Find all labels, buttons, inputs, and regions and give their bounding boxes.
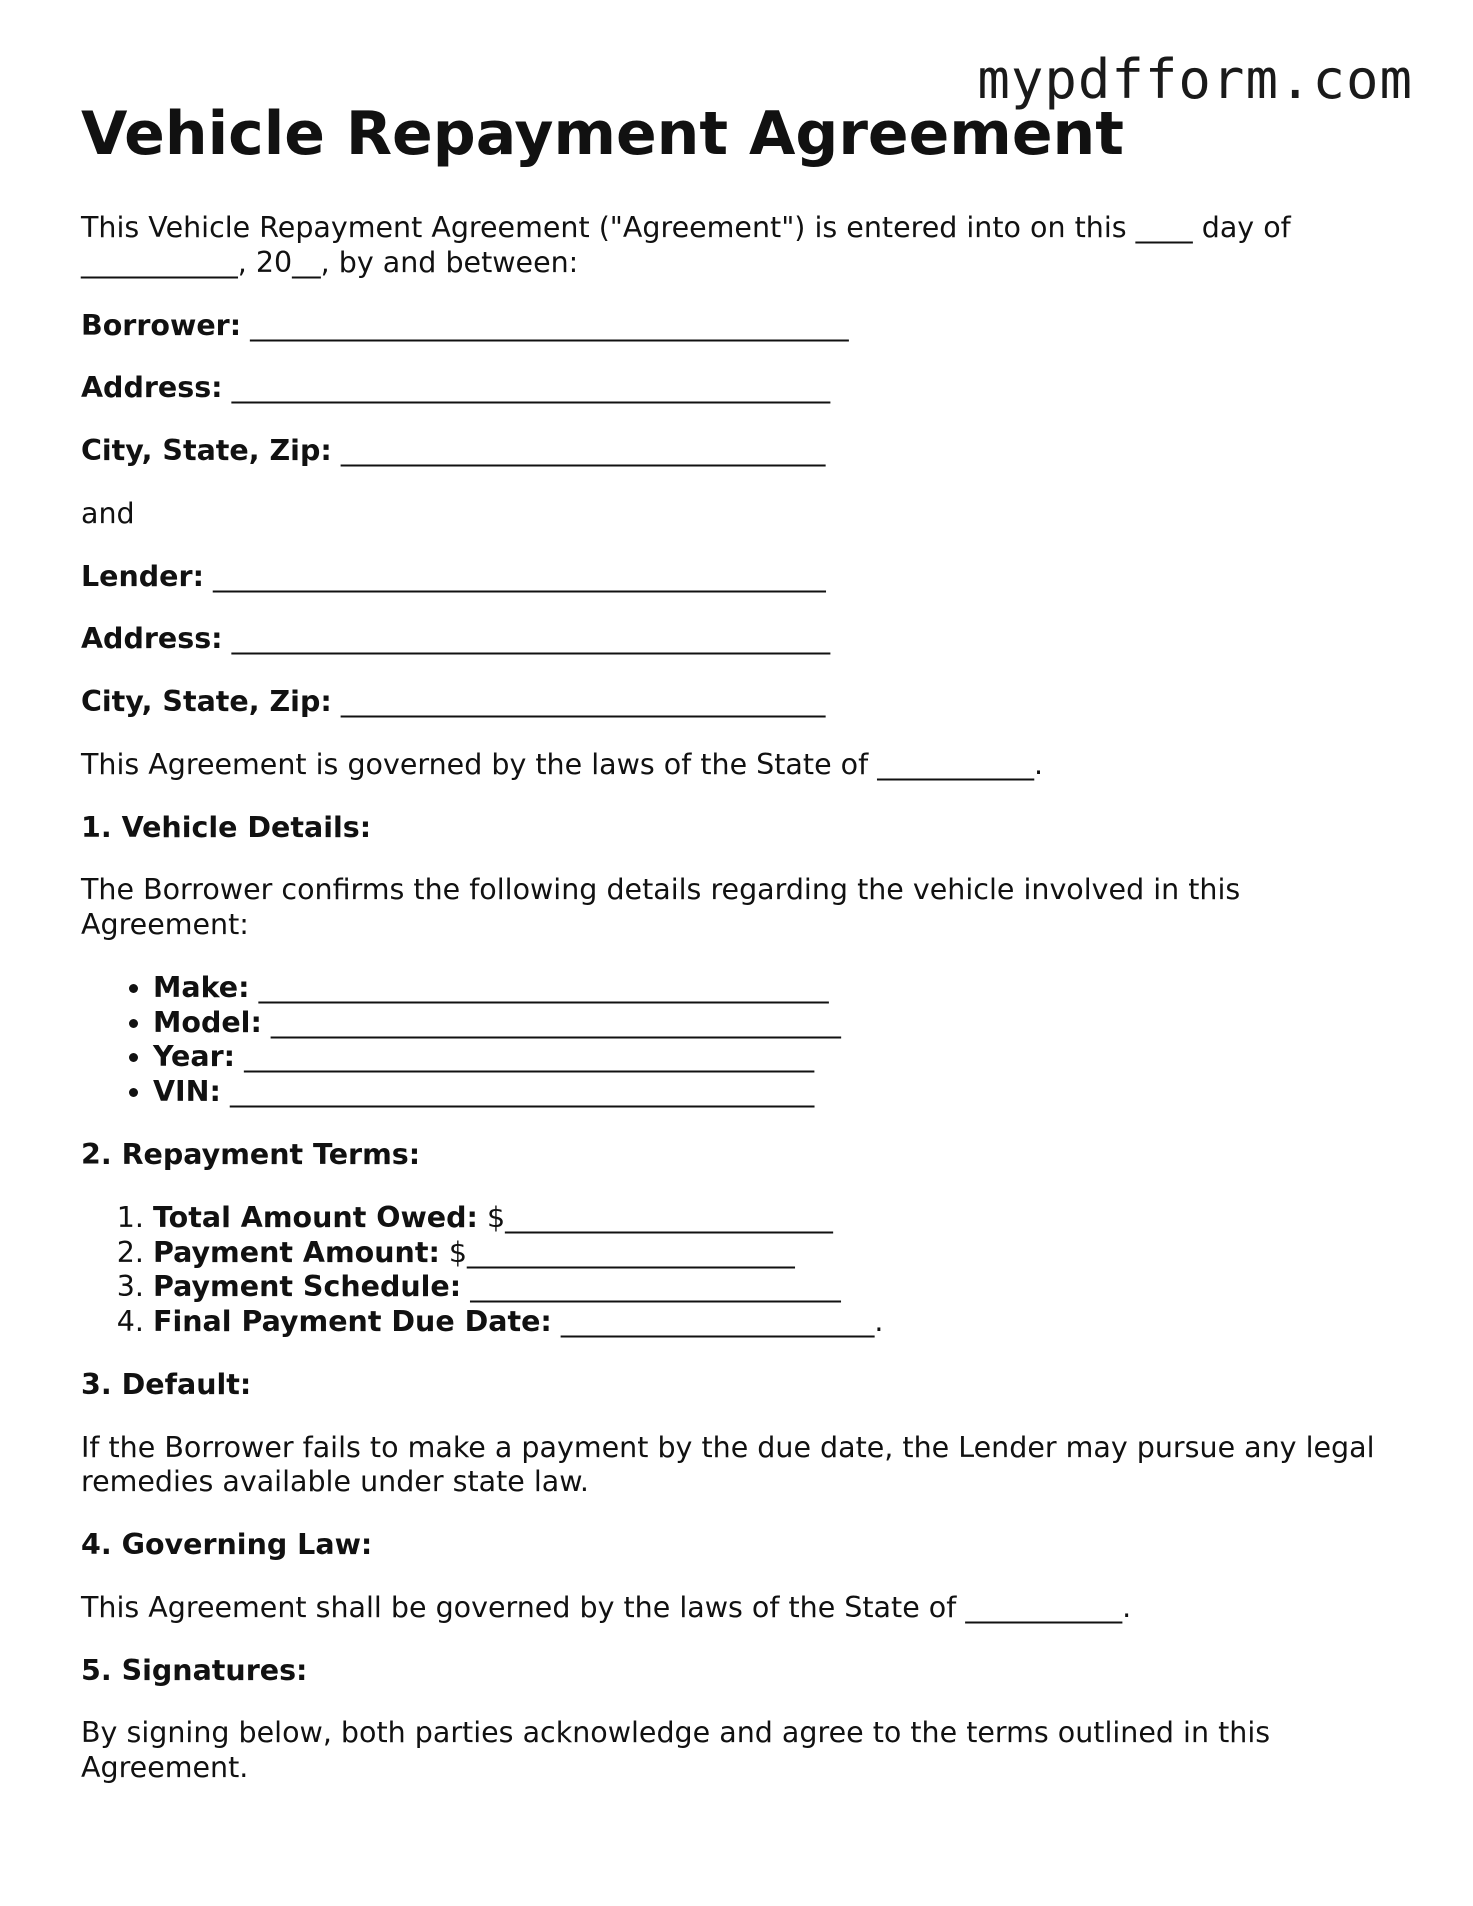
total-owed-blank: $_______________________ <box>477 1200 833 1234</box>
year-blank: ________________________________________ <box>244 1040 815 1074</box>
make-blank: ________________________________________ <box>258 970 829 1004</box>
section-heading-repayment-terms: 2. Repayment Terms: <box>81 1138 421 1172</box>
list-item <box>153 1236 1411 1271</box>
final-due-date-blank: ______________________. <box>551 1305 884 1339</box>
governing-law-paragraph: This Agreement shall be governed by the laws of the State of ___________. <box>81 1590 1132 1624</box>
section-heading-signatures: 5. Signatures: <box>81 1653 308 1687</box>
section-heading-vehicle-details: 1. Vehicle Details: <box>81 810 372 844</box>
model-label: Model: <box>153 1005 262 1039</box>
list-item <box>153 1305 1411 1340</box>
borrower-city-label: City, State, Zip: <box>81 434 332 468</box>
make-label: Make: <box>153 970 250 1004</box>
borrower-name-field <box>81 309 1411 344</box>
section-heading-governing-law: 4. Governing Law: <box>81 1528 373 1562</box>
document-body <box>81 100 1411 1814</box>
lender-address-blank: __________________________________________ <box>231 622 831 656</box>
intro-paragraph: This Vehicle Repayment Agreement ("Agreement") is entered into on this ____ day of ___________, 20__, by and between: <box>81 211 1291 279</box>
lender-city-field <box>81 685 1411 720</box>
list-item <box>153 1006 1411 1041</box>
lender-city-label: City, State, Zip: <box>81 685 332 719</box>
lender-city-blank: __________________________________ <box>340 685 826 719</box>
borrower-name-label: Borrower: <box>81 308 242 342</box>
year-label: Year: <box>153 1040 236 1074</box>
lender-address-label: Address: <box>81 622 223 656</box>
list-item <box>153 1270 1411 1305</box>
repayment-terms-list <box>81 1201 1411 1340</box>
watermark: mypdfform.com <box>977 48 1413 111</box>
borrower-address-label: Address: <box>81 371 223 405</box>
list-item <box>153 1201 1411 1236</box>
payment-amount-blank: $_______________________ <box>439 1235 795 1269</box>
lender-address-field <box>81 622 1411 657</box>
list-item <box>153 1075 1411 1110</box>
borrower-city-field <box>81 434 1411 469</box>
vin-label: VIN: <box>153 1075 221 1109</box>
payment-amount-label: Payment Amount: <box>153 1235 440 1269</box>
payment-schedule-blank: __________________________ <box>461 1270 841 1304</box>
list-item <box>153 1040 1411 1075</box>
borrower-address-field <box>81 371 1411 406</box>
lender-name-label: Lender: <box>81 559 204 593</box>
signatures-paragraph: By signing below, both parties acknowledge and agree to the terms outlined in this Agreement. <box>81 1716 1271 1785</box>
list-item <box>153 971 1411 1006</box>
lender-name-blank: ___________________________________________ <box>213 559 826 593</box>
borrower-name-blank: __________________________________________ <box>250 308 849 342</box>
vehicle-details-list <box>81 971 1411 1110</box>
document-title: Vehicle Repayment Agreement <box>81 99 1124 169</box>
governed-paragraph: This Agreement is governed by the laws of the State of ___________. <box>81 747 1044 781</box>
total-owed-label: Total Amount Owed: <box>153 1200 478 1234</box>
payment-schedule-label: Payment Schedule: <box>153 1270 462 1304</box>
vin-blank: _________________________________________ <box>229 1075 815 1109</box>
default-paragraph: If the Borrower fails to make a payment by the due date, the Lender may pursue any legal remedies available under state law. <box>81 1430 1375 1499</box>
vehicle-details-paragraph: The Borrower confirms the following details regarding the vehicle involved in this Agreement: <box>81 873 1241 942</box>
borrower-address-blank: __________________________________________ <box>231 371 831 405</box>
section-heading-default: 3. Default: <box>81 1367 252 1401</box>
lender-name-field <box>81 560 1411 595</box>
borrower-city-blank: __________________________________ <box>340 434 826 468</box>
final-due-date-label: Final Payment Due Date: <box>153 1305 552 1339</box>
and-text: and <box>81 496 135 530</box>
model-blank: ________________________________________ <box>270 1005 841 1039</box>
